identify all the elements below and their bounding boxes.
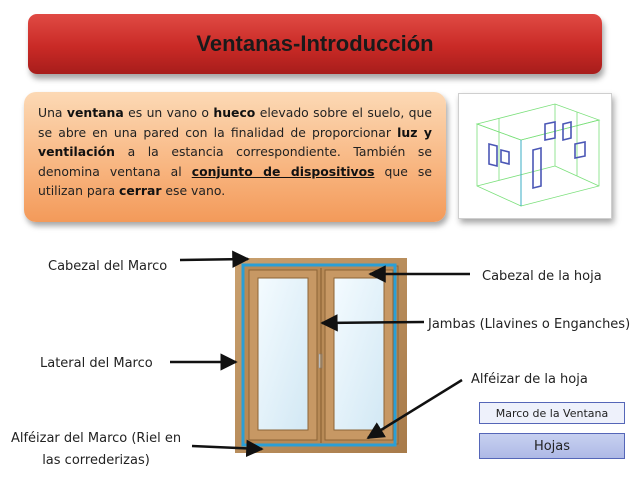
window-photo <box>235 258 407 453</box>
legend-marco-label: Marco de la Ventana <box>495 406 609 420</box>
room-diagram-thumbnail <box>458 93 612 219</box>
title-banner <box>28 14 602 74</box>
label-cabezal-marco: Cabezal del Marco <box>48 259 168 274</box>
page-title: Ventanas-Introducción <box>196 31 434 56</box>
label-jambas: Jambas (Llavines o Enganches) <box>428 317 631 332</box>
intro-bold-luz-ventilacion: luz y ventilación <box>38 124 433 159</box>
label-alfeizar-hoja: Alféizar de la hoja <box>471 372 588 387</box>
legend-hojas-label: Hojas <box>533 438 571 454</box>
room-wireframe-image <box>459 94 611 218</box>
intro-text: a la estancia correspondiente. También se denomina ventana al <box>38 144 432 179</box>
intro-text: que se utilizan para <box>38 163 432 198</box>
legend-hojas <box>479 433 625 459</box>
legend-marco <box>479 402 625 424</box>
intro-bold-hueco: hueco <box>213 105 256 120</box>
label-alfeizar-marco-1: Alféizar del Marco (Riel en <box>10 431 182 446</box>
label-alfeizar-marco-2: las correderizas) <box>42 453 150 468</box>
intro-text: ese vano. <box>161 183 226 198</box>
intro-text-box <box>24 92 446 222</box>
label-cabezal-hoja: Cabezal de la hoja <box>482 269 602 284</box>
intro-bold-ventana: ventana <box>66 105 124 120</box>
intro-text: elevado sobre el suelo, que se abre en una pared con la finalidad de proporcionar <box>38 105 432 140</box>
intro-bold-cerrar: cerrar <box>119 183 162 198</box>
intro-text: Una <box>38 105 67 120</box>
intro-bold-conjunto: conjunto de dispositivos <box>191 163 375 179</box>
label-lateral-marco: Lateral del Marco <box>40 356 153 371</box>
intro-text: es un vano o <box>123 105 214 120</box>
